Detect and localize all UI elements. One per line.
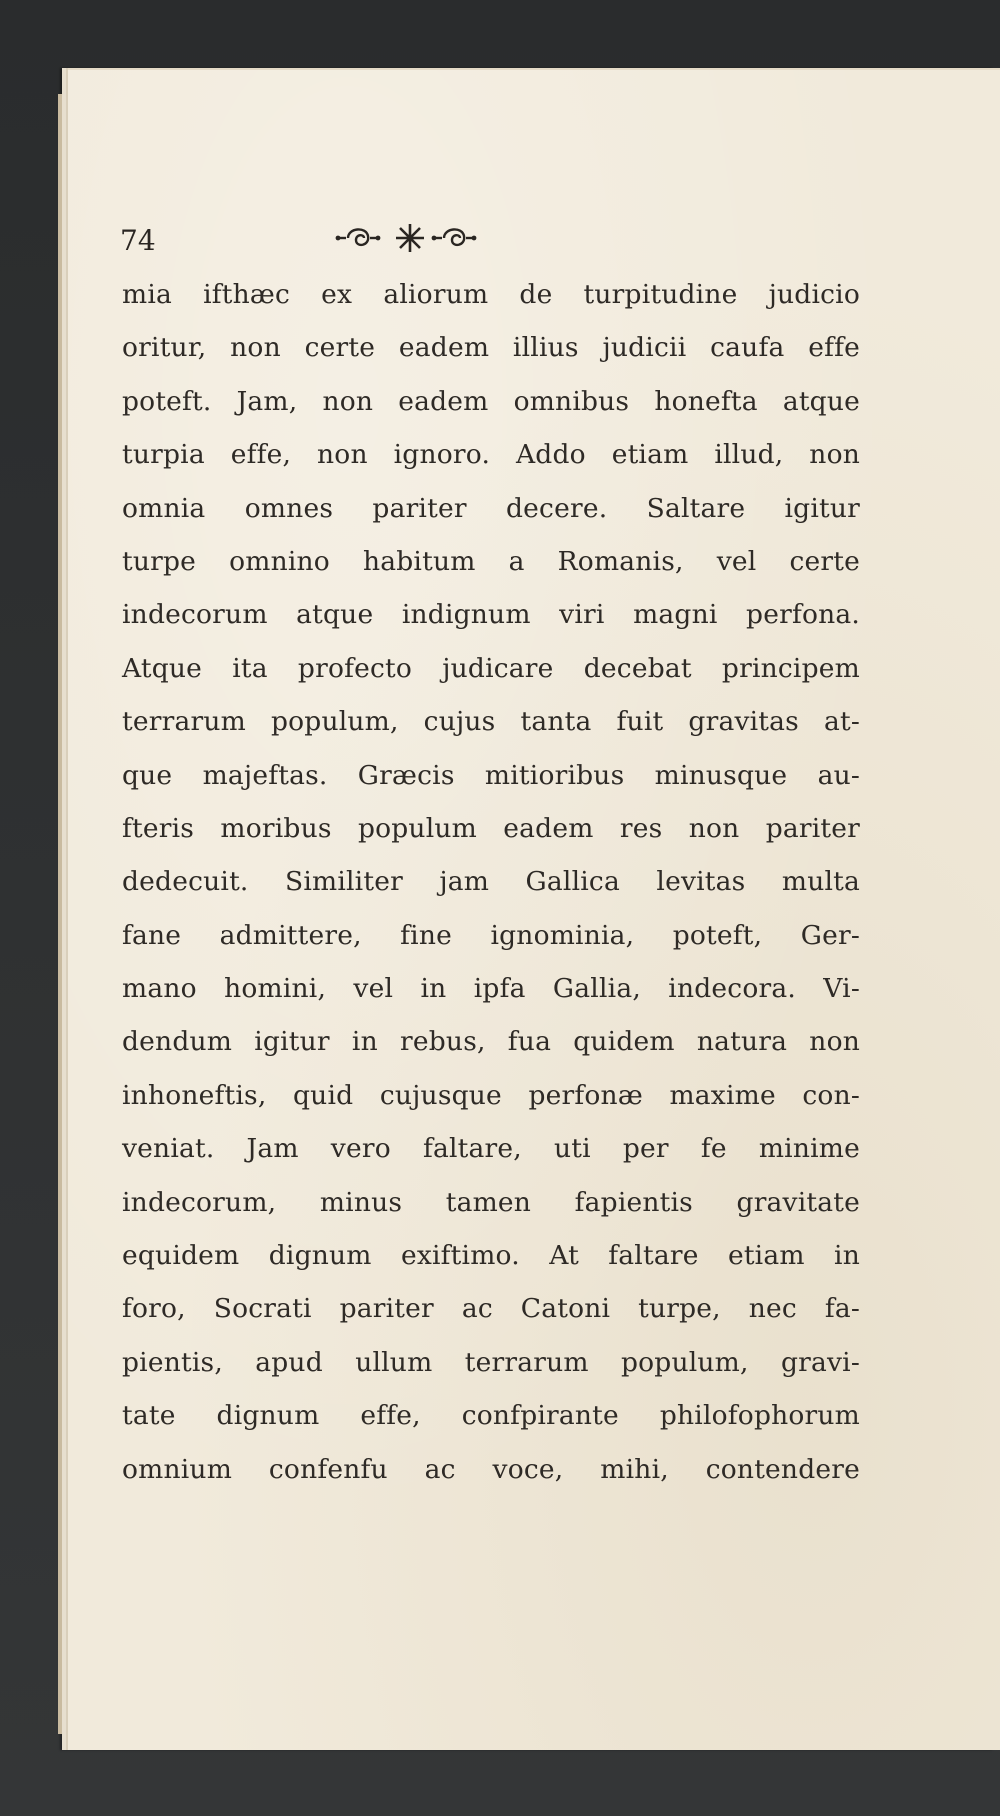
text-line: fane admittere, fine ignominia, poteft, Ger- <box>122 919 860 951</box>
text-line: dedecuit. Similiter jam Gallica levitas multa <box>122 866 860 898</box>
text-line: indecorum atque indignum viri magni perfona. <box>122 599 860 631</box>
text-line: turpia effe, non ignoro. Addo etiam illud, non <box>122 439 860 471</box>
text-line: omnia omnes pariter decere. Saltare igitur <box>122 492 860 524</box>
page-header <box>120 210 860 270</box>
text-line: tate dignum effe, confpirante philofophorum <box>122 1400 860 1432</box>
text-line: mia ifthæc ex aliorum de turpitudine judicio <box>122 279 860 310</box>
text-line: poteft. Jam, non eadem omnibus honefta atque <box>122 385 860 417</box>
text-line: terrarum populum, cujus tanta fuit gravitas at- <box>122 706 860 738</box>
page-number: 74 <box>120 224 156 257</box>
text-line: omnium confenfu ac voce, mihi, contendere <box>122 1453 860 1485</box>
header-ornament-icon <box>330 216 490 260</box>
text-line: Atque ita profecto judicare decebat principem <box>122 652 860 684</box>
text-line: oritur, non certe eadem illius judicii caufa effe <box>122 332 860 364</box>
text-line: turpe omnino habitum a Romanis, vel certe <box>122 545 860 577</box>
text-line: foro, Socrati pariter ac Catoni turpe, nec fa- <box>122 1293 860 1325</box>
text-line: que majeftas. Græcis mitioribus minusque au- <box>122 759 860 791</box>
text-line: indecorum, minus tamen fapientis gravitate <box>122 1186 860 1218</box>
text-line: dendum igitur in rebus, fua quidem natura non <box>122 1026 860 1058</box>
text-line: mano homini, vel in ipfa Gallia, indecora. Vi- <box>122 973 860 1005</box>
text-line: inhoneftis, quid cujusque perfonæ maxime con- <box>122 1079 860 1111</box>
text-line: veniat. Jam vero faltare, uti per fe minime <box>122 1133 860 1165</box>
text-line: fteris moribus populum eadem res non pariter <box>122 812 860 844</box>
text-line: equidem dignum exiftimo. At faltare etiam in <box>122 1240 860 1272</box>
text-line: pientis, apud ullum terrarum populum, gravi- <box>122 1346 860 1378</box>
body-text <box>122 268 860 1496</box>
